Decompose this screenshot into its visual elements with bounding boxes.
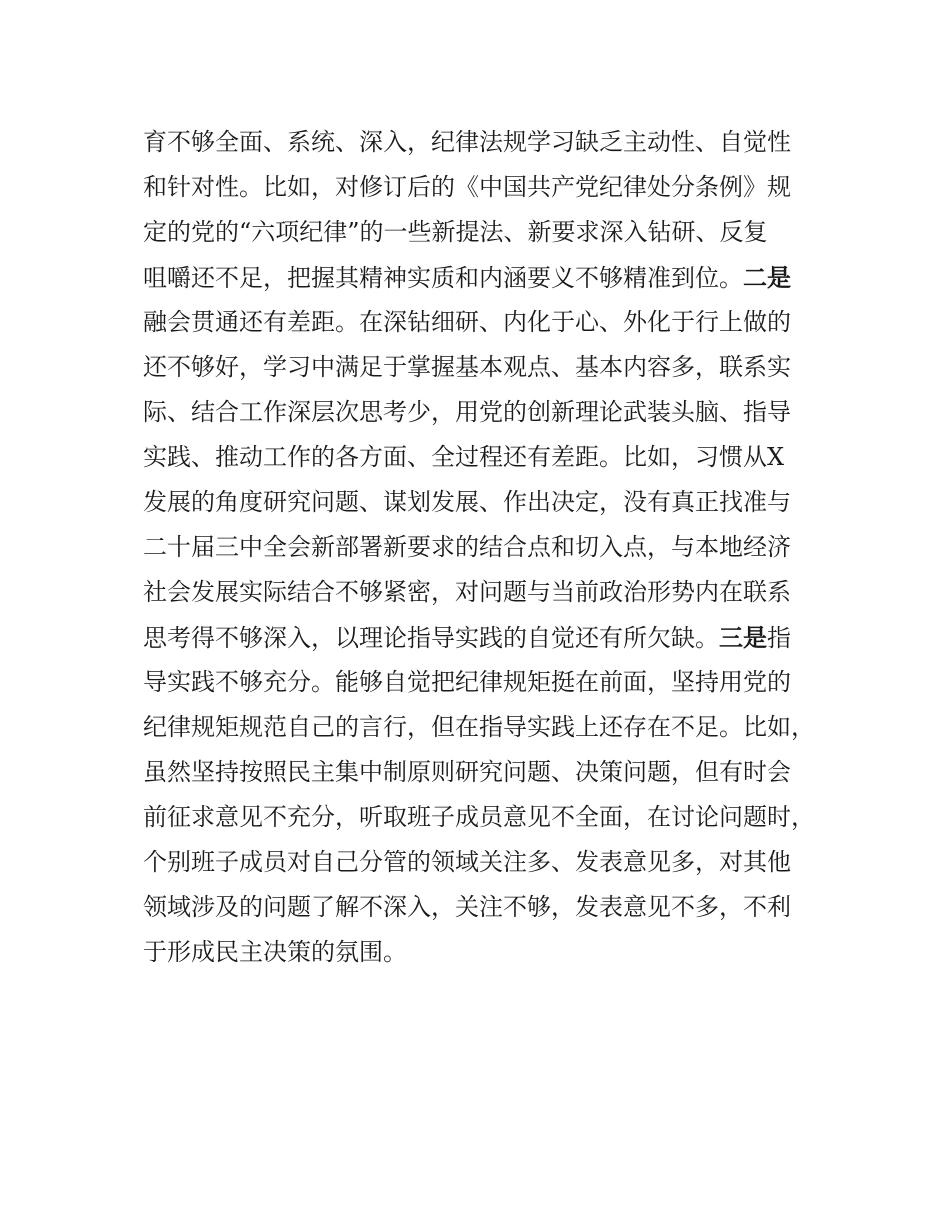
text-line	[143, 255, 823, 300]
text-run: 和针对性。比如，对修订后的《中国共产党纪律处分条例》规	[143, 173, 791, 201]
text-line	[143, 300, 823, 345]
text-line	[143, 930, 823, 975]
text-line	[143, 390, 823, 435]
text-line	[143, 660, 823, 705]
text-line	[143, 885, 823, 930]
text-line	[143, 750, 823, 795]
text-run: 纪律规矩规范自己的言行，但在指导实践上还存在不足。比如，	[143, 713, 815, 741]
text-line	[143, 120, 823, 165]
text-line	[143, 570, 823, 615]
text-run: 实践、推动工作的各方面、全过程还有差距。比如，习惯从X	[143, 443, 785, 471]
text-run: 育不够全面、系统、深入，纪律法规学习缺乏主动性、自觉性	[143, 128, 791, 156]
text-run: 虽然坚持按照民主集中制原则研究问题、决策问题，但有时会	[143, 758, 791, 786]
text-line	[143, 165, 823, 210]
text-line	[143, 840, 823, 885]
text-line	[143, 345, 823, 390]
text-run: 于形成民主决策的氛围。	[143, 938, 407, 966]
text-line	[143, 705, 823, 750]
text-line	[143, 615, 823, 660]
bold-heading-marker: 二是	[743, 263, 791, 292]
body-paragraph	[143, 120, 823, 975]
text-run: 定的党的“六项纪律”的一些新提法、新要求深入钻研、反复	[143, 218, 768, 246]
text-run: 咀嚼还不足，把握其精神实质和内涵要义不够精准到位。	[143, 264, 743, 292]
text-run: 导实践不够充分。能够自觉把纪律规矩挺在前面，坚持用党的	[143, 668, 791, 696]
text-line	[143, 435, 823, 480]
text-run: 思考得不够深入，以理论指导实践的自觉还有所欠缺。	[143, 624, 719, 652]
text-line	[143, 480, 823, 525]
text-run: 领域涉及的问题了解不深入，关注不够，发表意见不多，不利	[143, 893, 791, 921]
text-run: 融会贯通还有差距。在深钻细研、内化于心、外化于行上做的	[143, 308, 791, 336]
text-line	[143, 795, 823, 840]
text-run: 社会发展实际结合不够紧密，对问题与当前政治形势内在联系	[143, 578, 791, 606]
text-run: 指	[767, 624, 791, 652]
bold-heading-marker: 三是	[719, 623, 767, 652]
text-run: 还不够好，学习中满足于掌握基本观点、基本内容多，联系实	[143, 353, 791, 381]
text-run: 前征求意见不充分，听取班子成员意见不全面，在讨论问题时，	[143, 803, 815, 831]
text-run: 个别班子成员对自己分管的领域关注多、发表意见多，对其他	[143, 848, 791, 876]
text-line	[143, 525, 823, 570]
text-run: 际、结合工作深层次思考少，用党的创新理论武装头脑、指导	[143, 398, 791, 426]
text-run: 二十届三中全会新部署新要求的结合点和切入点，与本地经济	[143, 533, 791, 561]
text-run: 发展的角度研究问题、谋划发展、作出决定，没有真正找准与	[143, 488, 791, 516]
text-line	[143, 210, 823, 255]
